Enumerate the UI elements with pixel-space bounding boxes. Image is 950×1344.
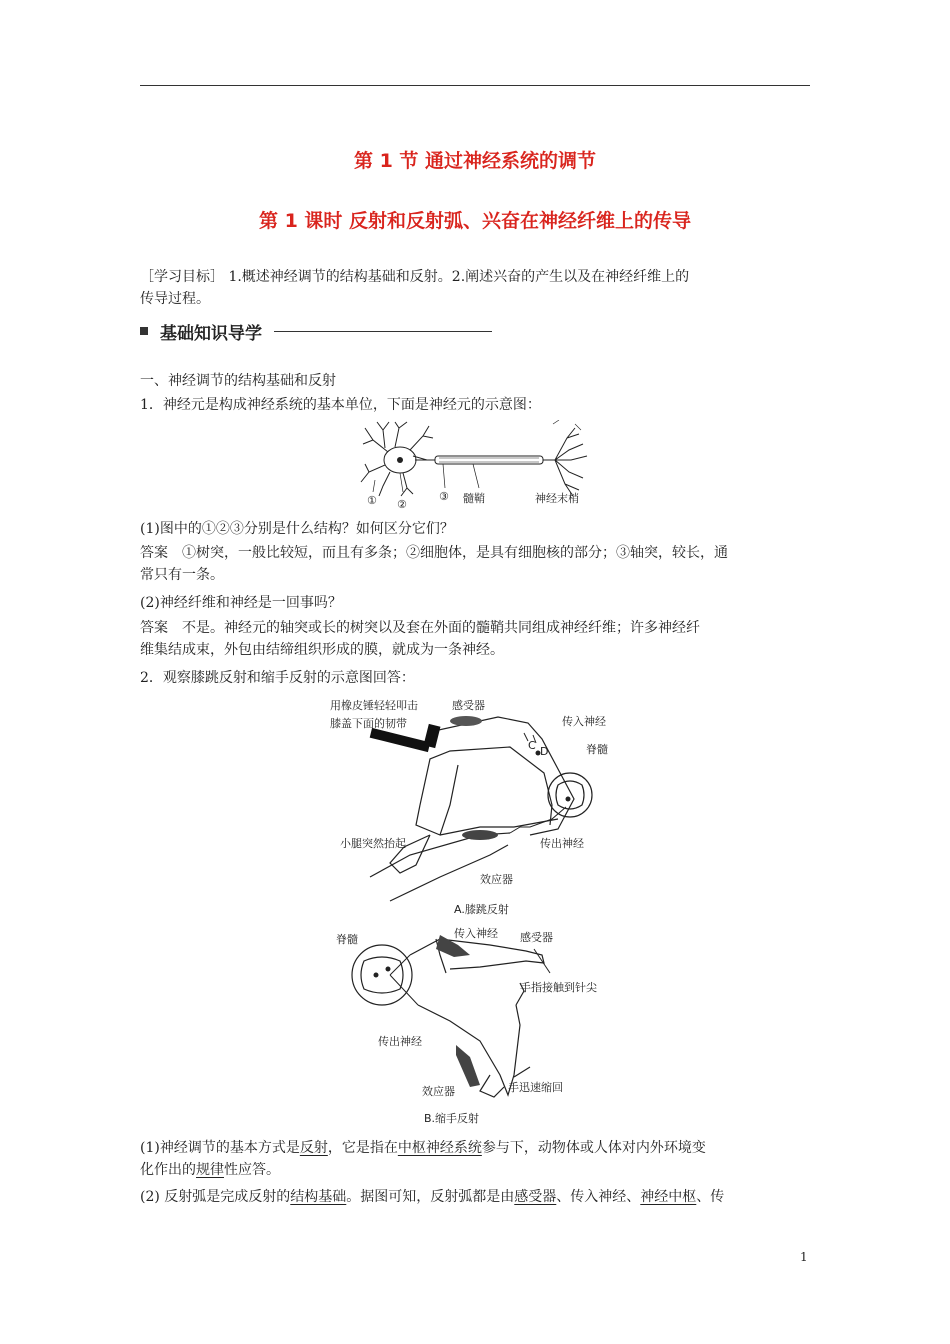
knee-efferent-label: 传出神经 [540,837,584,850]
square-bullet-icon [140,327,148,335]
blank-receptor: 感受器 [514,1189,557,1205]
hand-receptor-label: 感受器 [520,931,553,944]
neuron-diagram [355,420,595,512]
blank-regular: 规律 [196,1162,224,1178]
para-1-text-c: ，它是指在 [327,1140,398,1156]
blank-nerve-center: 神经中枢 [640,1189,697,1205]
knee-jerk-diagram [330,695,630,920]
objectives-line2: 传导过程。 [140,291,210,307]
hand-efferent-label: 传出神经 [378,1035,422,1048]
q1-2: (2)神经纤维和神经是一回事吗？ [140,595,342,611]
para-2-text-e: 、传入神经、 [556,1189,641,1205]
header-rule [140,85,810,86]
section-title: 基础知识导学 [160,323,262,344]
knee-leg-raise-label: 小腿突然抬起 [340,837,406,850]
para-2-text-g: 、传 [696,1189,725,1205]
para-1-text-h: 性应答。 [224,1162,280,1178]
receptor-tissue [450,716,482,726]
effector-muscle [462,830,498,840]
answer-1-2 [140,617,810,661]
objectives [140,266,810,310]
hand-withdrawal-diagram [330,925,630,1130]
knee-receptor-label: 感受器 [452,699,485,712]
blank-reflex: 反射 [299,1140,328,1156]
afferent-nerve-path [430,717,574,835]
part1-heading: 一、神经调节的结构基础和反射 [140,373,336,389]
myelin-sheath [435,456,543,464]
answer-1-2-line2: 维集结成束，外包由结缔组织形成的膜，就成为一条神经。 [140,642,504,658]
q1-1: (1)图中的①②③分别是什么结构？如何区分它们？ [140,521,454,537]
q2-intro: 2．观察膝跳反射和缩手反射的示意图回答： [140,670,415,686]
answer-1-1-line1: 答案 ①树突，一般比较短，而且有多条；②细胞体，是具有细胞核的部分；③轴突，较长，通 [140,545,728,561]
objectives-label: ［学习目标］ [140,269,224,285]
hand-touch-label: 手指接触到针尖 [520,981,597,994]
needle-icon [534,949,550,973]
para-2-text-c: 。据图可知，反射弧都是由 [346,1189,515,1205]
para-1-text-f: 化作出的 [140,1162,196,1178]
blank-structural-basis: 结构基础 [290,1189,347,1205]
section-header [140,318,492,344]
label-myelin: 髓鞘 [463,492,485,505]
thigh-outline [420,747,552,825]
knee-d-label: D [540,745,549,758]
page-number: 1 [800,1250,808,1264]
hand-caption: B.缩手反射 [424,1112,480,1125]
knee-c-label: C [528,739,536,752]
answer-1-2-line1: 答案 不是。神经元的轴突或长的树突以及套在外面的髓鞘共同组成神经纤维；许多神经纤 [140,620,700,636]
label-axon: ③ [439,490,449,503]
knee-hammer-text2: 膝盖下面的韧带 [330,717,407,730]
objectives-line1: 1.概述神经调节的结构基础和反射。2.阐述兴奋的产生以及在神经纤维上的 [228,269,690,285]
knee-hammer-text1: 用橡皮锤轻轻叩击 [330,699,418,712]
label-cell-body: ② [397,498,407,511]
dendrites [361,422,433,496]
knee-caption: A.膝跳反射 [454,903,509,916]
nucleus [397,457,403,463]
para-1-text-a: (1)神经调节的基本方式是 [140,1140,300,1156]
hammer-icon [370,728,431,752]
spinal-cord-section [548,773,592,817]
knee-afferent-label: 传入神经 [562,715,606,728]
hand-effector-muscle [456,1045,480,1087]
hand-effector-label: 效应器 [422,1085,455,1098]
knee-effector-label: 效应器 [480,873,513,886]
hand-withdraw-label: 手迅速缩回 [508,1081,563,1094]
hand-spinal-label: 脊髓 [336,933,358,946]
lesson-subtitle: 第 1 课时 反射和反射弧、兴奋在神经纤维上的传导 [258,210,692,232]
q1-intro: 1．神经元是构成神经系统的基本单位，下面是神经元的示意图： [140,397,541,413]
knee-spinal-label: 脊髓 [586,743,608,756]
para-1 [140,1137,810,1181]
page-title: 第 1 节 通过神经系统的调节 [353,150,597,172]
para-1-text-e: 参与下，动物体或人体对内外环境变 [481,1140,706,1156]
answer-1-1-line2: 常只有一条。 [140,567,224,583]
blank-cns: 中枢神经系统 [397,1140,482,1156]
para-2-text-a: (2) 反射弧是完成反射的 [140,1189,291,1205]
hand-afferent-label: 传入神经 [454,927,498,940]
withdraw-arrow-icon [514,1067,530,1077]
label-dendrite: ① [367,494,377,507]
label-nerve-ending: 神经末梢 [535,492,579,505]
answer-1-1 [140,542,810,586]
para-2 [140,1186,810,1208]
section-divider [274,331,492,332]
nerve-endings [543,428,587,496]
